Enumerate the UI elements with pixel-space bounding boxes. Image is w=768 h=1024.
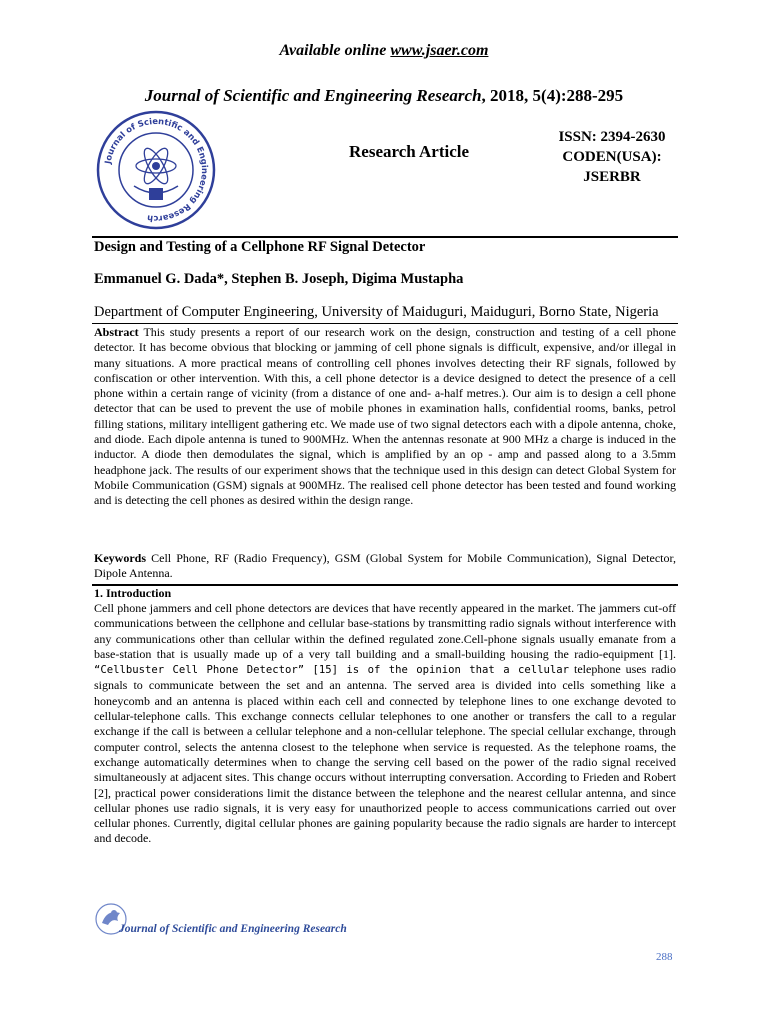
logo-ring-text: Journal of Scientific and Engineering Research bbox=[102, 115, 211, 225]
header-divider bbox=[92, 236, 678, 238]
intro-divider bbox=[92, 584, 678, 586]
keywords-label: Keywords bbox=[94, 551, 146, 565]
availability-line bbox=[0, 42, 768, 60]
available-prefix: Available online bbox=[279, 42, 391, 59]
paper-title: Design and Testing of a Cellphone RF Signal Detector bbox=[94, 239, 426, 255]
footer-journal-name: Journal of Scientific and Engineering Research bbox=[119, 923, 347, 935]
abstract-paragraph bbox=[94, 325, 676, 509]
abstract-divider bbox=[92, 323, 678, 324]
keywords-text: Cell Phone, RF (Radio Frequency), GSM (Global System for Mobile Communication), Signal Detector, Dipole Antenna. bbox=[94, 551, 676, 581]
article-type-label: Research Article bbox=[349, 142, 470, 161]
intro-text-part2: telephone uses radio signals to communicate between the set and an antenna. The served area is divided into cells something like a honeycomb and an antenna is placed within each cell and connected by telephone lines to one exchange devoted to cellular-telephone calls. This exchange connects cellular telephones to one another or transfers the call to a regular exchange if the call is between a cellular telephone and a non-cellular telephone. The special cellular exchange, through computer control, selects the antenna closest to the telephone when service is requested. As the telephone roams, the exchange automatically determines when to change the serving cell based on the power of the radio signal received simultaneously at adjacent sites. This change occurs without interrupting conversation. According to Frieden and Robert [2], practical power considerations limit the distance between the telephone and the nearest cellular antenna, and since cellular phones use radio signals, it is very easy for unauthorized people to access communications carried out over cellular phones. Currently, digital cellular phones are gaining popularity because the radio signals are harder to intercept and decode. bbox=[94, 662, 676, 846]
abstract-text: This study presents a report of our research work on the design, construction and testing of a cell phone detector. It has become obvious that blocking or jamming of cell phone signals is difficult, expensive, and/or illegal in many situations. A more practical means of controlling cell phones involves detecting their RF signals, followed by confiscation or other intervention. With this, a cell phone detector is a device designed to detect the presence of a cell phone within a certain range of vicinity (from a distance of one and- a-half metres.). Our aim is to design a cell phone detector that can be used to prevent the use of mobile phones in examination halls, confidential rooms, banks, petrol filling stations, military intelligent gathering etc. We made use of two signal detectors each with a dipole antenna, choke, and diode. Each dipole antenna is tuned to 900MHz. When the antennas resonate at 900 MHz a charge is induced in the inductor. A diode then demodulates the signal, which is amplified by an op - amp and passed along to a 3.5mm headphone jack. The results of our experiment shows that the technique used in this design can detect Global System for Mobile Communication (GSM) signals at 900MHz. The realised cell phone detector has been tested and found working and is detecting the cell phones as desired within the design range. bbox=[94, 325, 676, 508]
journal-issue: , 2018, 5(4):288-295 bbox=[481, 86, 624, 105]
coden-value: CODEN(USA): JSERBR bbox=[562, 149, 662, 185]
abstract-label: Abstract bbox=[94, 325, 139, 339]
paper-authors: Emmanuel G. Dada*, Stephen B. Joseph, Digima Mustapha bbox=[94, 271, 464, 287]
issn-coden-block bbox=[542, 127, 682, 187]
journal-title-line bbox=[0, 86, 768, 106]
journal-name: Journal of Scientific and Engineering Research bbox=[144, 86, 482, 105]
introduction-heading: 1. Introduction bbox=[94, 586, 172, 600]
paper-affiliation: Department of Computer Engineering, University of Maiduguri, Maiduguri, Borno State, Nigeria bbox=[94, 304, 659, 320]
intro-text-part1: Cell phone jammers and cell phone detectors are devices that have recently appeared in the market. The jammers cut-off communications between the cellphone and cellular base-stations by transmitting radio signals without interference with any communications other than cellular within the defined regulated zone.Cell-phone signals usually emanate from a base-station that is usually made up of a very tall building and a small-building housing the radio-equipment [1]. bbox=[94, 601, 676, 661]
journal-seal-logo bbox=[94, 108, 218, 232]
intro-quote: “Cellbuster Cell Phone Detector” [15] is of the opinion that a cellular bbox=[94, 664, 569, 677]
page-number: 288 bbox=[656, 951, 673, 963]
journal-url-link[interactable]: www.jsaer.com bbox=[390, 42, 489, 59]
keywords-paragraph bbox=[94, 551, 676, 582]
issn-value: ISSN: 2394-2630 bbox=[558, 129, 666, 145]
introduction-paragraph bbox=[94, 601, 676, 847]
